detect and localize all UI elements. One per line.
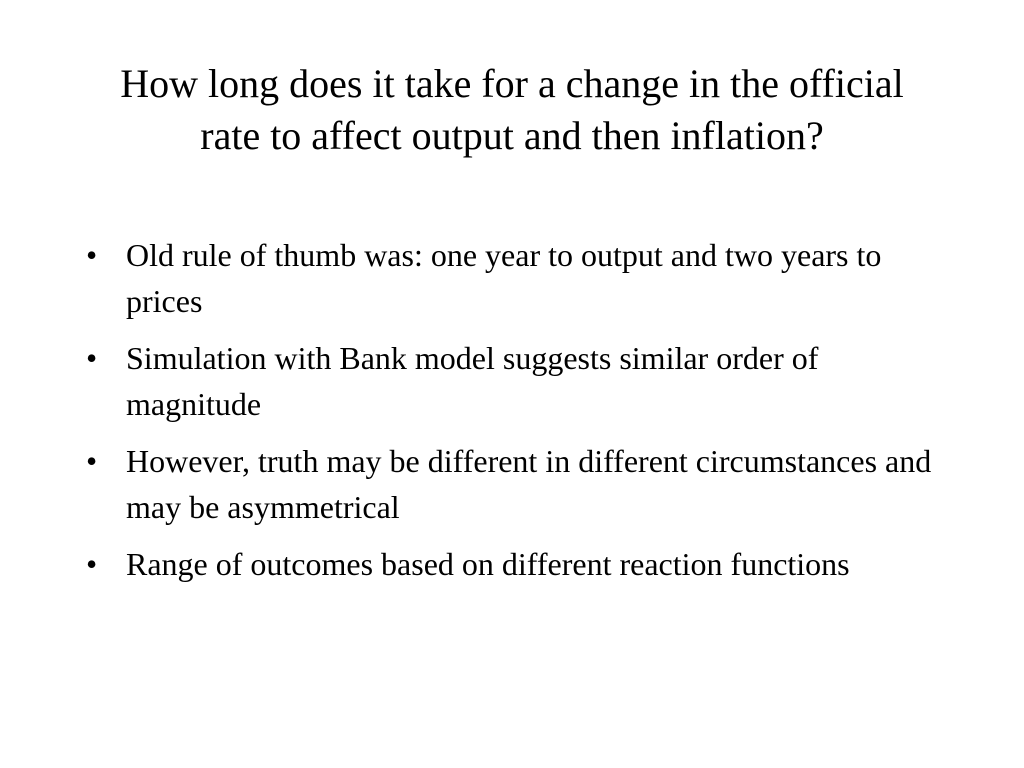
bullet-text: Old rule of thumb was: one year to output and two years to prices (126, 237, 882, 319)
bullet-item (86, 438, 956, 530)
bullet-icon: • (86, 237, 98, 273)
bullet-item (86, 541, 956, 587)
bullet-text: However, truth may be different in different circumstances and may be asymmetrical (126, 443, 932, 525)
bullet-item (86, 335, 956, 427)
bullet-text: Range of outcomes based on different reaction functions (126, 546, 850, 582)
bullet-icon: • (86, 340, 98, 376)
bullet-icon: • (86, 546, 98, 582)
bullet-icon: • (86, 443, 98, 479)
slide-title: How long does it take for a change in the official rate to affect output and then inflation? (120, 61, 904, 158)
bullet-item (86, 232, 956, 324)
bullet-list (86, 232, 956, 598)
bullet-text: Simulation with Bank model suggests similar order of magnitude (126, 340, 819, 422)
